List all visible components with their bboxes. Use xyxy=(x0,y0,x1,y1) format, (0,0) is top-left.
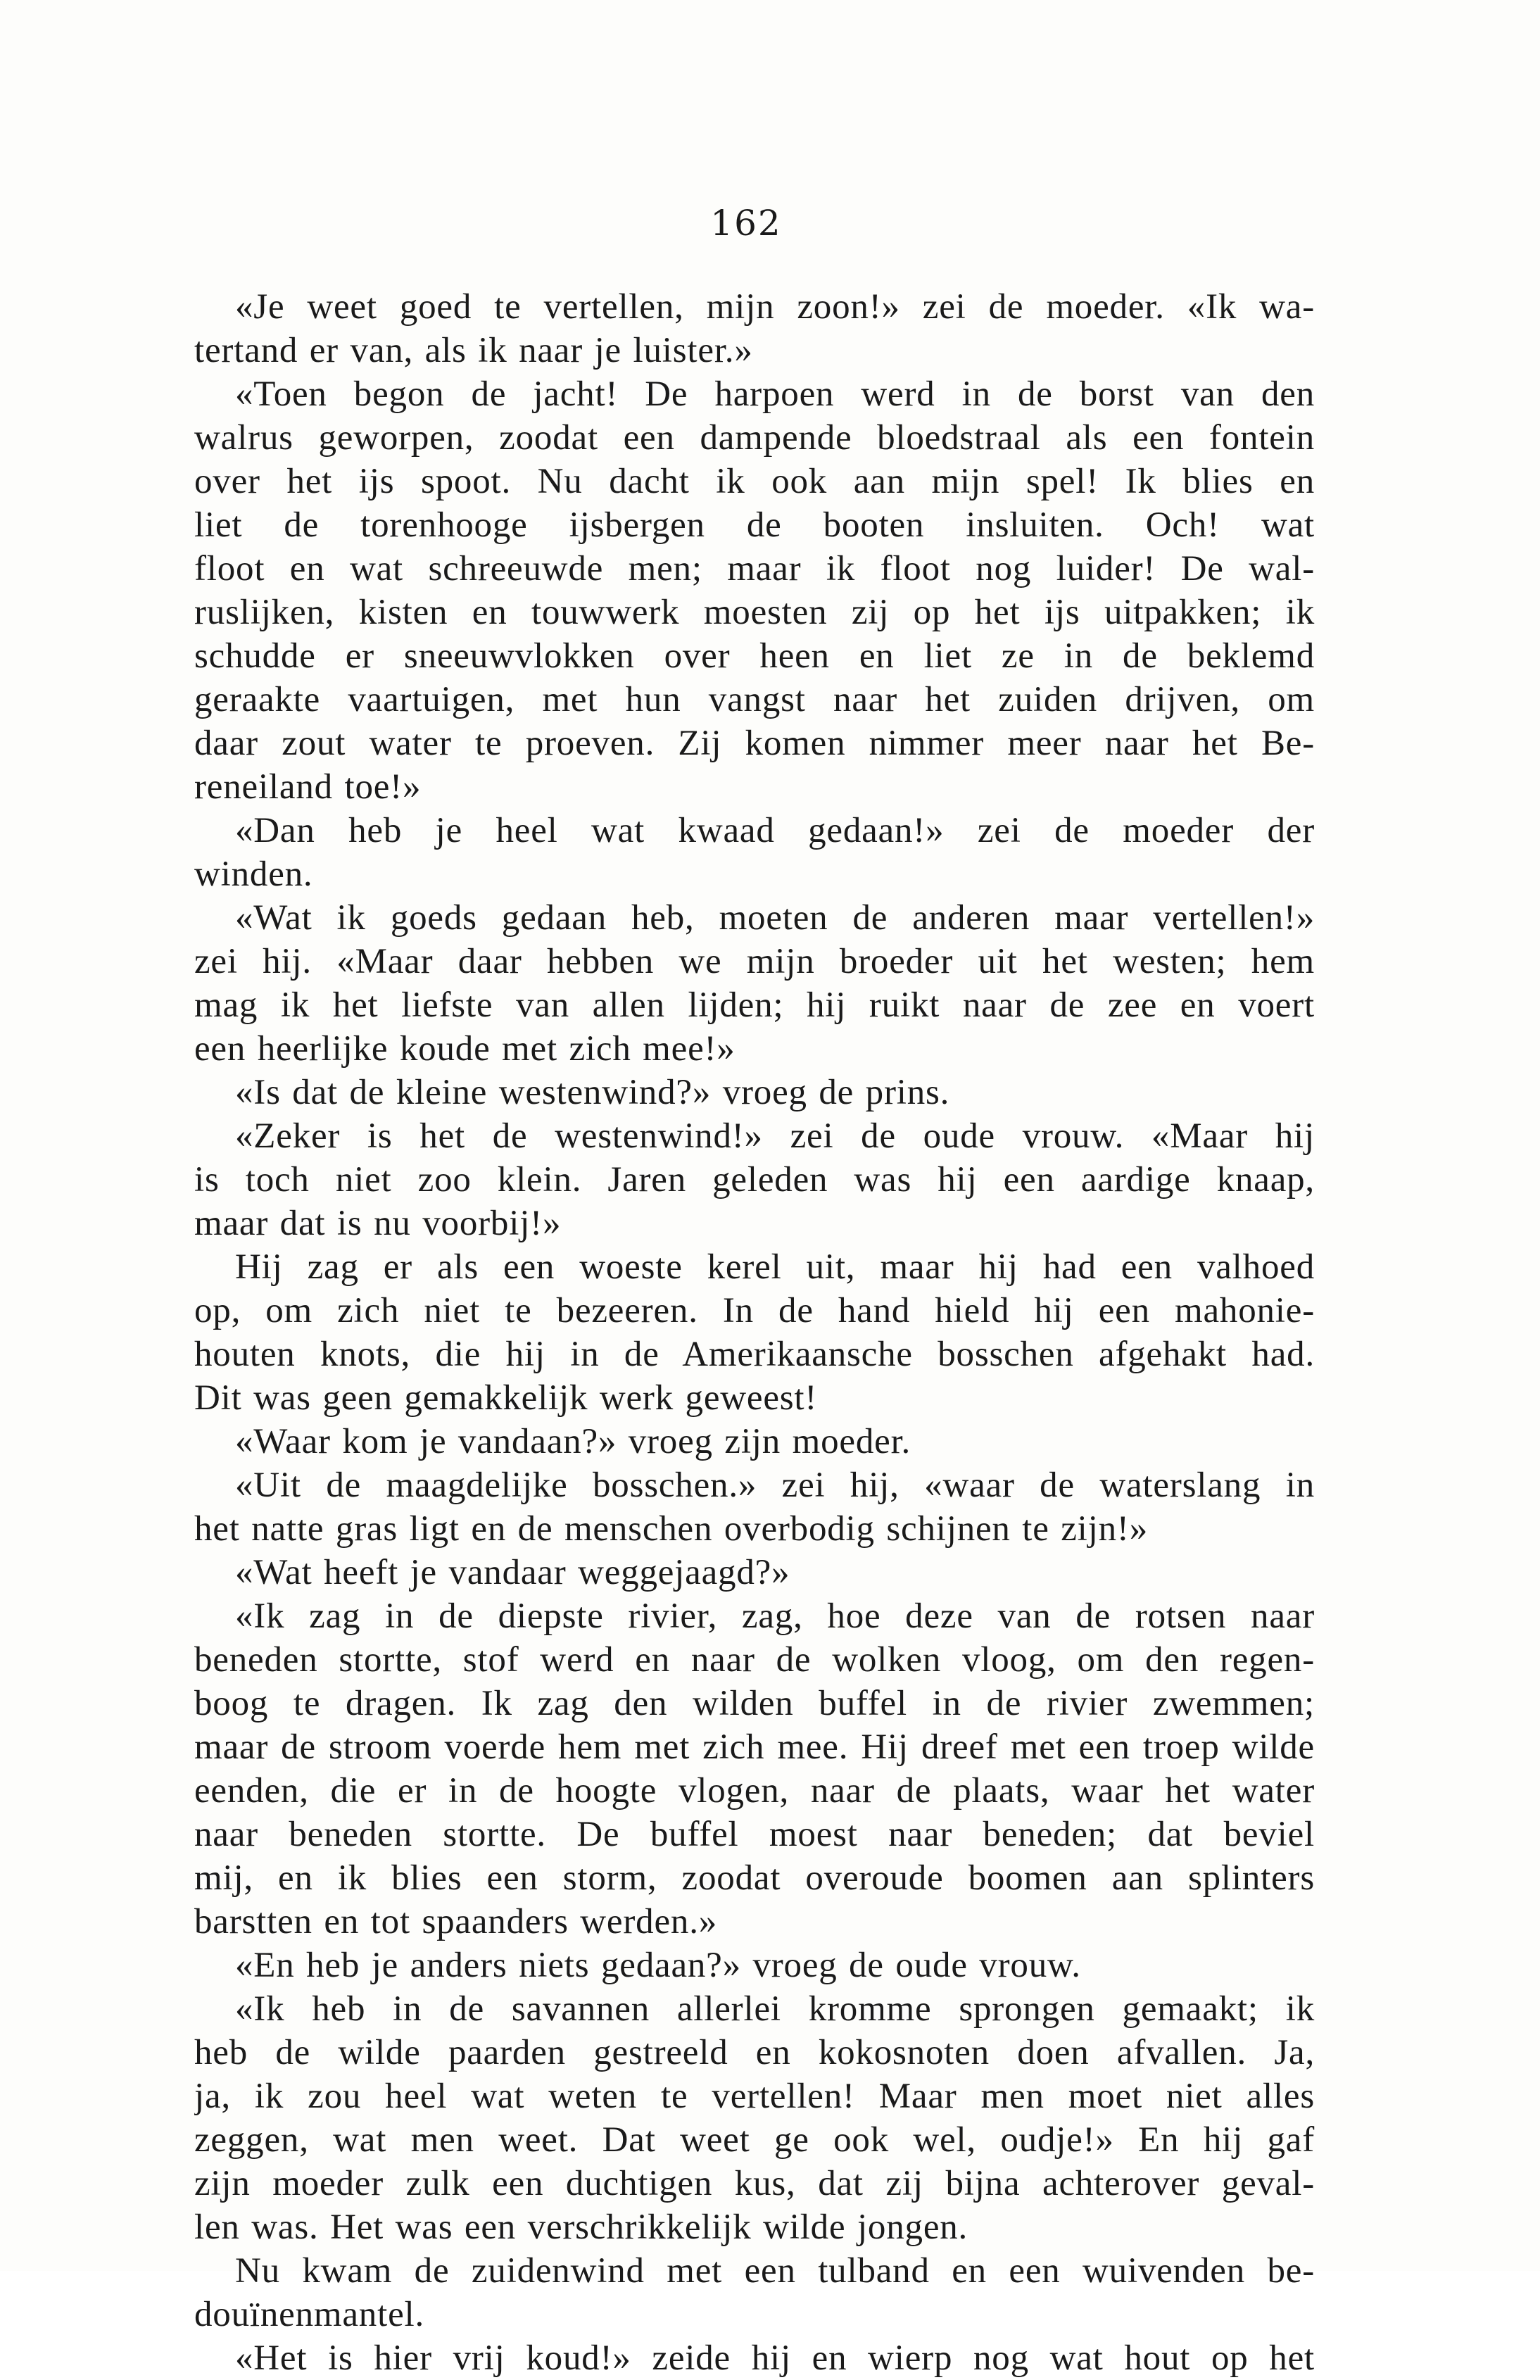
text-line: len was. Het was een verschrikkelijk wilde jongen. xyxy=(194,2208,968,2247)
text-line: maar dat is nu voorbij!» xyxy=(194,1204,562,1243)
text-line: «Toen begon de jacht! De harpoen werd in de borst van den xyxy=(235,374,1315,414)
text-line: Dit was geen gemakkelijk werk geweest! xyxy=(194,1378,818,1418)
text-line: beneden stortte, stof werd en naar de wolken vloog, om den regen- xyxy=(194,1640,1315,1680)
text-line: «Uit de maagdelijke bosschen.» zei hij, «waar de waterslang in xyxy=(235,1466,1315,1505)
text-line: reneiland toe!» xyxy=(194,767,422,807)
text-line: mij, en ik blies een storm, zoodat overoude boomen aan splinters xyxy=(194,1858,1315,1898)
text-line: over het ijs spoot. Nu dacht ik ook aan mijn spel! Ik blies en xyxy=(194,462,1315,501)
text-line: «Waar kom je vandaan?» vroeg zijn moeder. xyxy=(235,1422,911,1461)
body-text xyxy=(194,285,1315,2380)
text-line: «En heb je anders niets gedaan?» vroeg de oude vrouw. xyxy=(235,1946,1081,1985)
text-line: houten knots, die hij in de Amerikaansche bosschen afgehakt had. xyxy=(194,1335,1315,1374)
text-line: Hij zag er als een woeste kerel uit, maar hij had een valhoed xyxy=(235,1247,1315,1287)
text-line: mag ik het liefste van allen lijden; hij ruikt naar de zee en voert xyxy=(194,986,1315,1025)
text-line: Nu kwam de zuidenwind met een tulband en een wuivenden be- xyxy=(235,2251,1315,2291)
text-line: «Ik zag in de diepste rivier, zag, hoe deze van de rotsen naar xyxy=(235,1597,1315,1636)
text-line: «Wat ik goeds gedaan heb, moeten de anderen maar vertellen!» xyxy=(235,898,1315,938)
text-line: «Is dat de kleine westenwind?» vroeg de prins. xyxy=(235,1073,950,1112)
text-line: floot en wat schreeuwde men; maar ik floot nog luider! De wal- xyxy=(194,549,1315,588)
text-line: boog te dragen. Ik zag den wilden buffel in de rivier zwemmen; xyxy=(194,1684,1315,1723)
text-line: zei hij. «Maar daar hebben we mijn broeder uit het westen; hem xyxy=(194,942,1315,981)
text-line: het natte gras ligt en de menschen overbodig schijnen te zijn!» xyxy=(194,1509,1149,1549)
text-line: zeggen, wat men weet. Dat weet ge ook wel, oudje!» En hij gaf xyxy=(194,2120,1315,2160)
text-line: maar de stroom voerde hem met zich mee. Hij dreef met een troep wilde xyxy=(194,1727,1315,1767)
text-line: «Dan heb je heel wat kwaad gedaan!» zei de moeder der xyxy=(235,811,1315,850)
text-line: naar beneden stortte. De buffel moest naar beneden; dat beviel xyxy=(194,1815,1315,1854)
text-line: «Ik heb in de savannen allerlei kromme sprongen gemaakt; ik xyxy=(235,1989,1315,2029)
text-line: barstten en tot spaanders werden.» xyxy=(194,1902,718,1941)
text-line: «Zeker is het de westenwind!» zei de oude vrouw. «Maar hij xyxy=(235,1116,1315,1156)
text-line: eenden, die er in de hoogte vlogen, naar de plaats, waar het water xyxy=(194,1771,1315,1811)
text-line: zijn moeder zulk een duchtigen kus, dat zij bijna achterover geval- xyxy=(194,2164,1315,2203)
page-number: 162 xyxy=(710,203,782,244)
text-line: schudde er sneeuwvlokken over heen en liet ze in de beklemd xyxy=(194,636,1315,676)
text-line: een heerlijke koude met zich mee!» xyxy=(194,1029,736,1069)
text-line: liet de torenhooge ijsbergen de booten insluiten. Och! wat xyxy=(194,505,1315,545)
text-line: winden. xyxy=(194,855,313,894)
text-line: douïnenmantel. xyxy=(194,2295,425,2334)
text-line: «Wat heeft je vandaar weggejaagd?» xyxy=(235,1553,790,1592)
text-line: tertand er van, als ik naar je luister.» xyxy=(194,331,753,370)
text-line: heb de wilde paarden gestreeld en kokosnoten doen afvallen. Ja, xyxy=(194,2033,1315,2072)
text-line: geraakte vaartuigen, met hun vangst naar het zuiden drijven, om xyxy=(194,680,1315,719)
text-line: «Het is hier vrij koud!» zeide hij en wierp nog wat hout op het xyxy=(235,2338,1315,2378)
text-line: «Je weet goed te vertellen, mijn zoon!» zei de moeder. «Ik wa- xyxy=(235,287,1315,327)
text-line: op, om zich niet te bezeeren. In de hand hield hij een mahonie- xyxy=(194,1291,1315,1330)
text-line: daar zout water te proeven. Zij komen nimmer meer naar het Be- xyxy=(194,724,1315,763)
text-line: is toch niet zoo klein. Jaren geleden was hij een aardige knaap, xyxy=(194,1160,1315,1200)
text-line: ja, ik zou heel wat weten te vertellen! Maar men moet niet alles xyxy=(194,2077,1315,2116)
text-line: ruslijken, kisten en touwwerk moesten zij op het ijs uitpakken; ik xyxy=(194,593,1315,632)
text-line: walrus geworpen, zoodat een dampende bloedstraal als een fontein xyxy=(194,418,1315,458)
